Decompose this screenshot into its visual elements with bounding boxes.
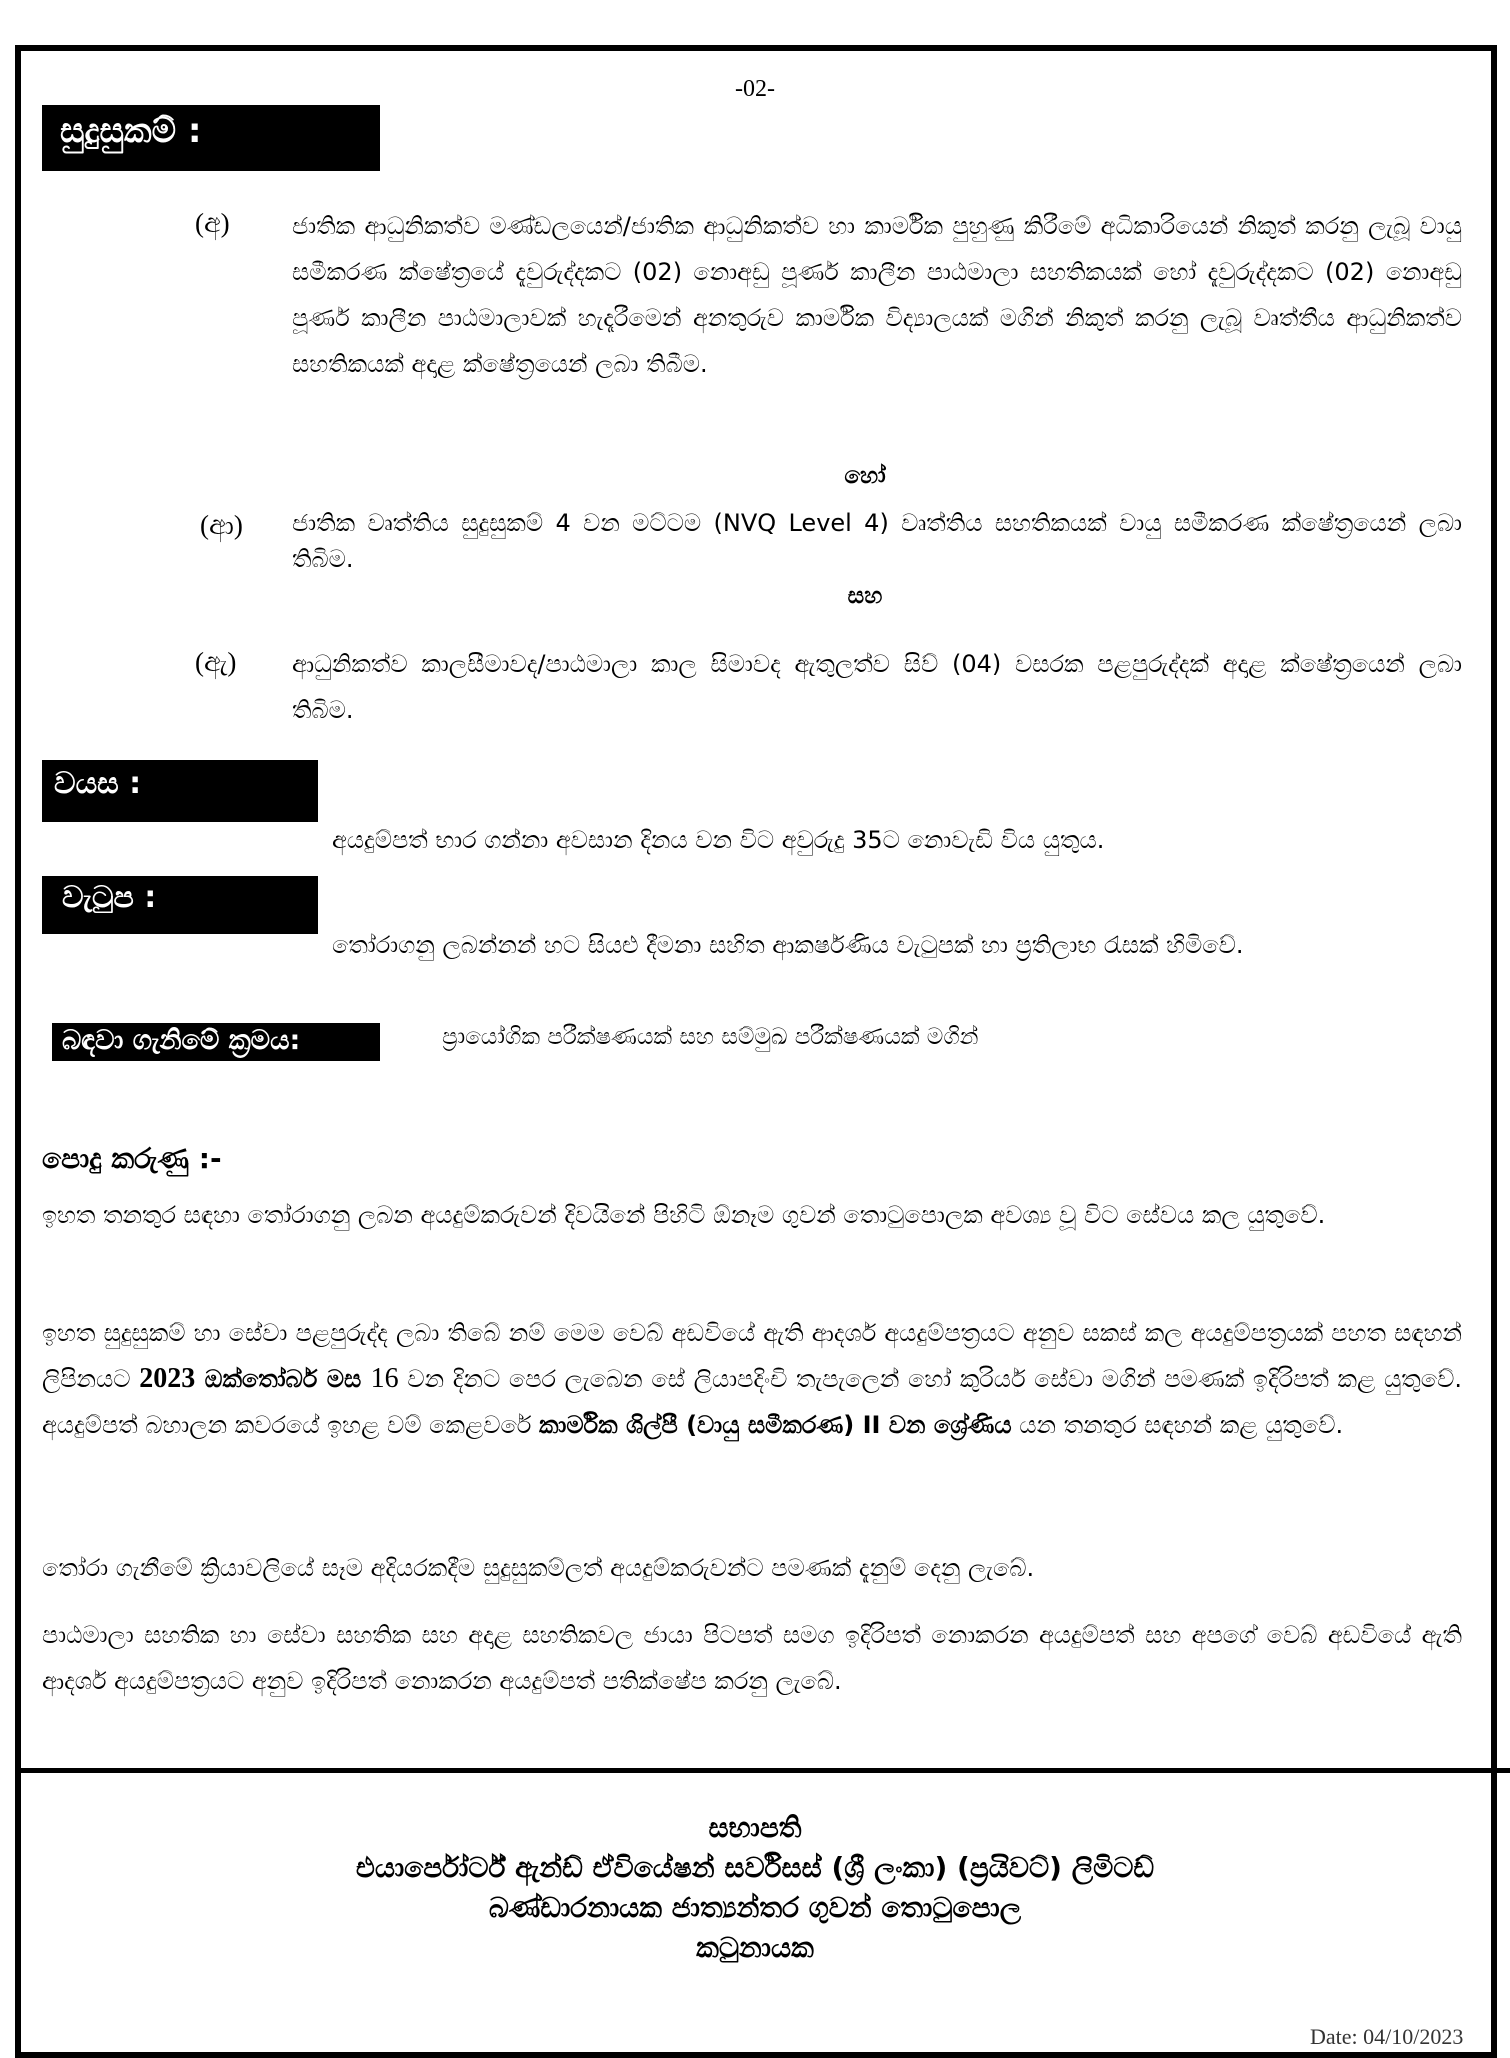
deadline-day: 16 <box>370 1363 399 1394</box>
post-name: කාර්මික ශිල්පී (වායු සමීකරණ) II වන ශ්‍රේණිය <box>539 1411 1012 1439</box>
item-label-aa: (ආ) <box>200 510 243 540</box>
date-note: Date: 04/10/2023 <box>1310 2024 1464 2049</box>
page-number: -02- <box>735 76 775 102</box>
qualifications-heading: සුදුසුකම් : <box>42 105 380 171</box>
or-label: හෝ <box>844 463 886 489</box>
general-paragraph-1: ඉහත තනතුර සඳහා තෝරාගනු ලබන අයදුම්කරුවන් දිවයිනේ පිහිටි ඕනෑම ගුවන් තොටුපොලක අවශ්‍ය වූ විට සේවය කල යුතුවේ. <box>42 1201 1326 1229</box>
general-heading: පොදු කරුණු :- <box>42 1142 222 1175</box>
age-text: අයදුම්පත් භාර ගන්නා අවසාන දිනය වන විට අවුරුදු 35ට නොවැඩි විය යුතුය. <box>332 826 1105 854</box>
general-paragraph-2: ඉහත සුදුසුකම් හා සේවා පළපුරුද්ද ලබා තිබේ නම් මෙම වෙබ් අඩවියේ ඇති ආදර්ශ අයදුම්පත්‍රයට අනුව සකස් කල අයදුම්පත්‍රයක් පහත සඳහන් ලිපිනයට 2023 ඔක්තෝබර් මස 16 වන දිනට පෙර ලැබෙන සේ ලියාපදිංචි තැපැලෙන් හෝ කුරියර් සේවා මගින් පමණක් ඉදිරිපත් කළ යුතුවේ. අයදුම්පත් බහාලන කවරයේ ඉහළ වම් කෙළවරේ කාර්මික ශිල්පී (වායු සමීකරණ) II වන ශ්‍රේණිය යන තනතුර සඳහන් කළ යුතුවේ. <box>42 1319 1462 1439</box>
selection-method-heading: බඳවා ගැනිමේ ක්‍රමය: <box>52 1023 380 1061</box>
qualification-item-aa: ජාතික වෘත්තිය සුදුසුකම් 4 වන මට්ටම (NVQ Level 4) වෘත්තිය සහතිකයක් වායු සමීකරණ ක්ෂේත්‍රයෙන් ලබා තිබිම. <box>292 509 1462 573</box>
signature-block <box>0 1808 1510 1968</box>
and-label: සහ <box>847 583 883 609</box>
salary-heading: වැටුප : <box>42 876 318 934</box>
signatory-title: සභාපති <box>708 1811 802 1844</box>
qualification-item-ae: ආධුනිකත්ව කාලසීමාවද/පාඨමාලා කාල සිමාවද ඇතුලත්ව සිව් (04) වසරක පළපුරුද්දක් අදාළ ක්ෂේත්‍රයෙන් ලබා තිබිම. <box>292 650 1462 724</box>
item-label-ae: (ඇ) <box>195 647 237 677</box>
company-name: එයාර්පෝර්ට් ඇන්ඩ් ඒවියේෂන් සර්විසස් (ශ්‍රී ලංකා) (ප්‍රයිවට්) ලිමිටඩ් <box>355 1851 1155 1884</box>
selection-method-text: ප්‍රායෝගික පරීක්ෂණයක් සහ සම්මුඛ පරීක්ෂණයක් මගින් <box>442 1024 979 1050</box>
qualification-item-a: ජාතික ආධුනිකත්ව මණ්ඩලයෙන්/ජාතික ආධුනිකත්ව හා කාර්මික පුහුණු කිරීමේ අධිකාරියෙන් නිකුත් කරනු ලැබූ වායු සමීකරණ ක්ෂේත්‍රයේ දැවුරුද්දකට (02) නොඅඩු පූර්ණ කාලීන පාඨමාලා සහතිකයක් හෝ දැවුරුද්දකට (02) නොඅඩු පූර්ණ කාලීන පාඨමාලාවක් හැදෑරීමෙන් අනතුරුව කාර්මික විද්‍යාලයක් මගින් නිකුත් කරනු ලැබූ වෘත්තීය ආධුනිකත්ව සහතිකයක් අදාළ ක්ෂේත්‍රයෙන් ලබා තිබීම. <box>292 212 1462 378</box>
item-label-a: (අ) <box>195 208 230 238</box>
salary-text: තෝරාගනු ලබන්නන් හට සියළු දීමනා සහිත ආකර්ෂණිය වැටුපක් හා ප්‍රතිලාභ රැසක් හිමිවේ. <box>332 931 1244 959</box>
deadline-year: 2023 <box>139 1363 196 1394</box>
age-heading: වයස : <box>42 760 318 822</box>
location-name: කටුනායක <box>696 1931 814 1964</box>
general-paragraph-4: පාඨමාලා සහතික හා සේවා සහතික සහ අදාළ සහතිකවල ජායා පිටපත් සමග ඉදිරිපත් නොකරන අයදුම්පත් සහ අපගේ වෙබ් අඩවියේ ඇති ආදර්ශ අයදුම්පත්‍රයට අනුව ඉදිරිපත් නොකරන අයදුම්පත් පතික්ෂේප කරනු ලැබේ. <box>42 1621 1462 1695</box>
general-paragraph-3: තෝරා ගැනීමේ ක්‍රියාවලියේ සෑම අදියරකදීම සුදුසුකම්ලත් අයදුම්කරුවන්ට පමණක් දැනුම් දෙනු ලැබේ. <box>42 1554 1035 1582</box>
airport-name: බණ්ඩාරනායක ජාත්‍යන්තර ගුවන් තොටුපොල <box>488 1891 1022 1924</box>
footer-divider <box>21 1768 1510 1773</box>
